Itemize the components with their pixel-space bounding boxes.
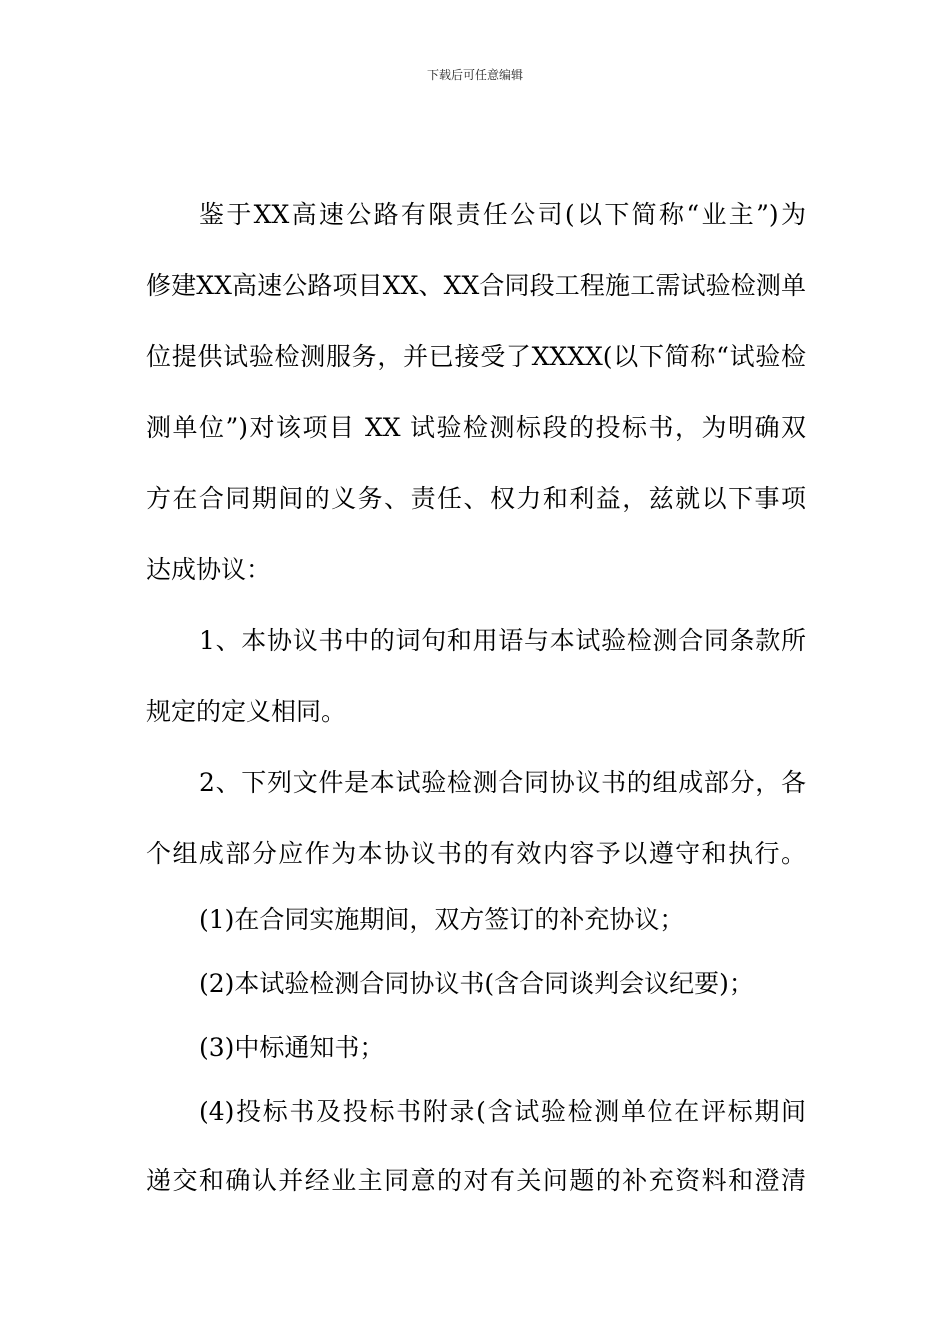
- text-line: 1、本协议书中的词句和用语与本试验检测合同条款所: [199, 626, 806, 655]
- text-line: 达成协议：: [146, 555, 272, 584]
- page-header: 下载后可任意编辑: [426, 68, 523, 82]
- text-line: 修建XX高速公路项目XX、XX合同段工程施工需试验检测单: [146, 271, 806, 300]
- text-line: 鉴于XX高速公路有限责任公司(以下简称“业主”)为: [199, 200, 806, 229]
- text-line: (4)投标书及投标书附录(含试验检测单位在评标期间: [199, 1097, 806, 1126]
- text-line: (2)本试验检测合同协议书(含合同谈判会议纪要)；: [199, 969, 754, 998]
- text-line: 位提供试验检测服务，并已接受了XXXX(以下简称“试验检: [146, 342, 806, 371]
- text-line: 测单位”)对该项目 XX 试验检测标段的投标书，为明确双: [146, 413, 806, 442]
- text-line: 个组成部分应作为本协议书的有效内容予以遵守和执行。: [146, 839, 806, 868]
- text-line: 递交和确认并经业主同意的对有关问题的补充资料和澄清: [146, 1166, 806, 1195]
- text-line: (1)在合同实施期间，双方签订的补充协议；: [199, 905, 685, 934]
- text-line: 方在合同期间的义务、责任、权力和利益，兹就以下事项: [146, 484, 806, 513]
- text-line: (3)中标通知书；: [199, 1033, 385, 1062]
- text-line: 2、下列文件是本试验检测合同协议书的组成部分，各: [199, 768, 806, 797]
- text-line: 规定的定义相同。: [146, 697, 347, 726]
